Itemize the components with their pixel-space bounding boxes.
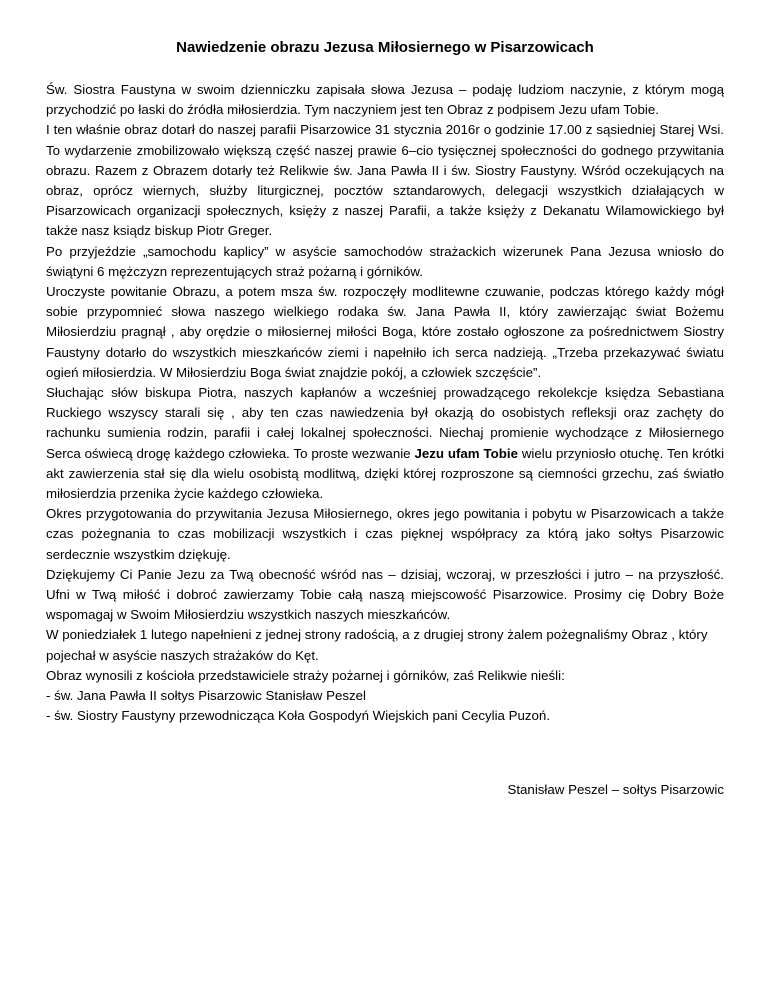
paragraph-reflection-text-after: wielu przyniosło otuchę. Ten krótki akt zawierzenia stał się dla wielu osobistą modlitwą, dzięki której rozproszone są ciemności grzechu, zaś światło miłosierdzia przenika życie każdego człowieka.	[46, 445, 725, 502]
document-page	[46, 38, 724, 800]
document-title: Nawiedzenie obrazu Jezusa Miłosiernego w Pisarzowicach	[176, 39, 594, 56]
paragraph-preparation-thanks: Okres przygotowania do przywitania Jezusa Miłosiernego, okres jego powitania i pobytu w Pisarzowicach a także czas pożegnania to czas mobilizacji wszystkich i czas pięknej współpracy za którą jako sołtys Pisarzowic serdecznie wszystkim dziękuję.	[46, 506, 724, 562]
paragraph-reflection	[46, 383, 724, 504]
paragraph-carriers: Obraz wynosili z kościoła przedstawiciele straży pożarnej i górników, zaś Relikwie nieśli:	[46, 667, 565, 683]
paragraph-reflection-text-before: Słuchając słów biskupa Piotra, naszych kapłanów a wcześniej prowadzącego rekolekcje księdza Sebastiana Ruckiego wszyscy starali się , aby ten czas nawiedzenia był okazją do osobistych refleksji oraz zachęty do rachunku sumienia rodzin, parafii i całej lokalnej społeczności. Niechaj promienie wychodzące z Miłosiernego Serca oświecą drogę każdego człowieka. To proste wezwanie	[46, 385, 724, 461]
document-body	[46, 80, 724, 727]
jezu-ufam-tobie-phrase: Jezu ufam Tobie	[414, 445, 518, 461]
paragraph-farewell: W poniedziałek 1 lutego napełnieni z jednej strony radością, a z drugiej strony żalem pożegnaliśmy Obraz , który pojechał w asyście naszych strażaków do Kęt.	[46, 627, 708, 663]
paragraph-prayer-thanks: Dziękujemy Ci Panie Jezu za Twą obecność wśród nas – dzisiaj, wczoraj, w przeszłości i jutro – na przyszłość. Ufni w Twą miłość i dobroć zawierzamy Tobie całą naszą miejscowość Pisarzowice. Prosimy cię Dobry Boże wspomagaj w Swoim Miłosierdziu wszystkich naszych mieszkańców.	[46, 566, 724, 623]
list-item-relic-jan-pawel: - św. Jana Pawła II sołtys Pisarzowic Stanisław Peszel	[46, 688, 366, 704]
paragraph-faustyna-diary: Św. Siostra Faustyna w swoim dzienniczku zapisała słowa Jezusa – podaję ludziom naczynie, z którym mogą przychodzić po łaski do źródła miłosierdzia. Tym naczyniem jest ten Obraz z podpisem Jezu ufam Tobie.	[46, 82, 724, 118]
signature: Stanisław Peszel – sołtys Pisarzowic	[507, 781, 724, 797]
list-item-relic-faustyna: - św. Siostry Faustyny przewodnicząca Koła Gospodyń Wiejskich pani Cecylia Puzoń.	[46, 708, 551, 724]
paragraph-image-arrival: I ten właśnie obraz dotarł do naszej parafii Pisarzowice 31 stycznia 2016r o godzinie 17.00 z sąsiedniej Starej Wsi. To wydarzenie zmobilizowało większą część naszej prawie 6–cio tysięcznej społeczności do godnego przywitania obrazu. Razem z Obrazem dotarły też Relikwie św. Jana Pawła II i św. Siostry Faustyny. Wśród oczekujących na obraz, oprócz wiernych, służby liturgicznej, pocztów sztandarowych, delegacji wszystkich działających w Pisarzowicach organizacji społecznych, księży z naszej Parafii, a także księży z Dekanatu Wilamowickiego był także nasz ksiądz biskup Piotr Greger.	[46, 122, 724, 239]
paragraph-solemn-welcome: Uroczyste powitanie Obrazu, a potem msza św. rozpoczęły modlitewne czuwanie, podczas którego każdy mógł sobie przypomnieć słowa naszego wielkiego rodaka św. Jana Pawła II, który zawierzając świat Bożemu Miłosierdziu pragnął , aby orędzie o miłosiernej miłości Boga, które zostało ogłoszone za pośrednictwem Siostry Faustyny dotarło do wszystkich mieszkańców ziemi i napełniło ich serca nadzieją. „Trzeba przekazywać światu ogień miłosierdzia. W Miłosierdziu Boga świat znajdzie pokój, a człowiek szczęście”.	[46, 284, 724, 380]
paragraph-chapel-car: Po przyjeździe „samochodu kaplicy” w asyście samochodów strażackich wizerunek Pana Jezusa wniosło do świątyni 6 mężczyzn reprezentujących straż pożarną i górników.	[46, 243, 724, 279]
